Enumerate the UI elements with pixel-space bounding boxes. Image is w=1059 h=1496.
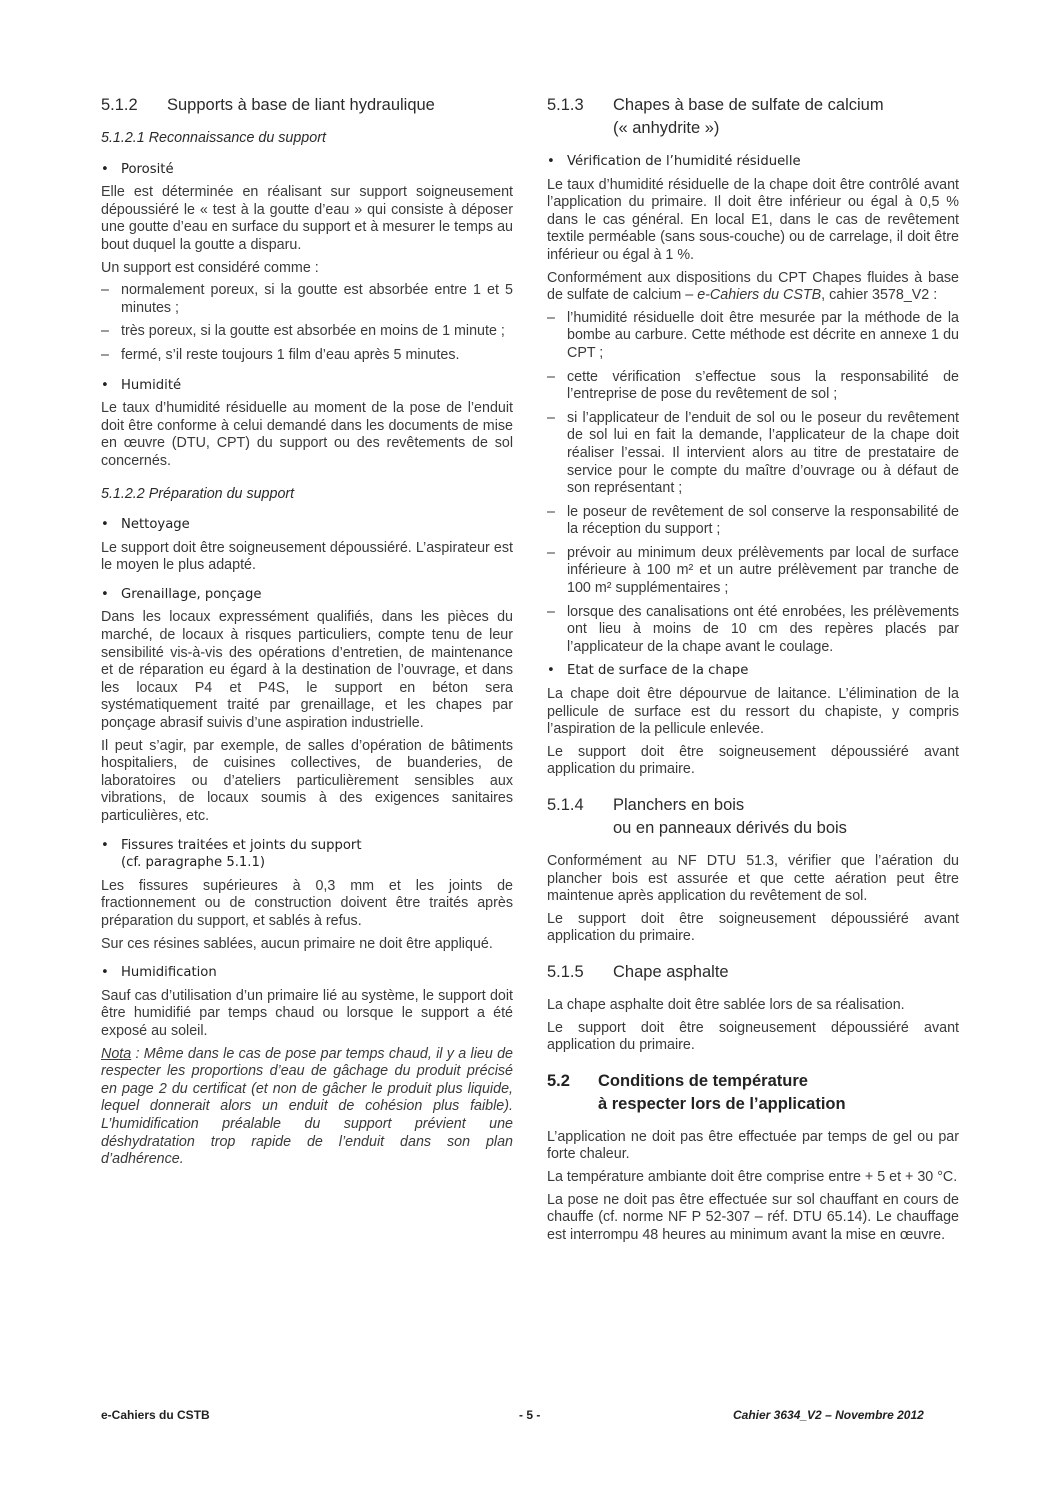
dash-icon: – <box>101 282 109 299</box>
paragraph: La chape doit être dépourvue de laitance. L’élimination de la pellicule de surface est du ressort du chapiste, y compris l’aspiration de la pellicule enlevée. <box>547 686 959 738</box>
note-paragraph: Nota : Même dans le cas de pose par temps chaud, il y a lieu de respecter les proportions d’eau de gâchage du produit précisé en page 2 du certificat (et non de gâcher le produit plus liquide, lequel donnerait alors un enduit de cohésion plus faible). L’humidification préalable du support prévient une déshydratation trop rapide de l’enduit dans son plan d’adhérence. <box>101 1045 513 1168</box>
bullet-heading-text: Humidification <box>121 965 217 981</box>
section-title: Planchers en bois ou en panneaux dérivés du bois <box>613 796 847 837</box>
subsection-heading-5-1-2-2: 5.1.2.2 Préparation du support <box>101 485 295 502</box>
section-number: 5.1.4 <box>547 796 584 814</box>
paragraph: Il peut s’agir, par exemple, de salles d’opération de bâtiments hospitaliers, de cuisines collectives, de buanderies, de laboratoires ou d’ateliers particulièrement sensibles aux vibrations, de locaux soumis à des exigences sanitaires particulières, etc. <box>101 737 513 824</box>
bullet-icon: • <box>101 837 109 853</box>
paragraph: Le support doit être soigneusement dépoussiéré avant application du primaire. <box>547 1019 959 1054</box>
paragraph: La pose ne doit pas être effectuée sur sol chauffant en cours de chauffe (cf. norme NF P 52-307 – réf. DTU 65.14). Le chauffage est interrompu 48 heures au minimum avant la mise en œuvre. <box>547 1191 959 1243</box>
bullet-icon: • <box>101 377 109 393</box>
bullet-heading-text: Nettoyage <box>121 517 190 533</box>
section-heading-5-1-3 <box>547 94 959 140</box>
paragraph: Le support doit être soigneusement dépoussiéré. L’aspirateur est le moyen le plus adapté. <box>101 539 513 574</box>
section-number: 5.2 <box>547 1071 570 1090</box>
bullet-heading-humidification <box>101 964 513 982</box>
dash-icon: – <box>547 503 555 520</box>
bullet-icon: • <box>101 965 109 981</box>
bullet-heading-grenaillage <box>101 586 513 604</box>
section-heading-5-1-2 <box>101 94 513 117</box>
bullet-heading-text: Fissures traitées et joints du support (cf. paragraphe 5.1.1) <box>121 837 362 871</box>
paragraph: Le taux d’humidité résiduelle de la chape doit être contrôlé avant l’application du primaire. Il doit être inférieur ou égal à 0,5 % dans le cas général. En local E1, dans le cas de revêtement textile perméable (sans sous-couche) ou de carrelage, il doit être inférieur ou égal à 1 %. <box>547 176 959 263</box>
bullet-heading-fissures <box>101 837 513 872</box>
dash-icon: – <box>547 409 555 426</box>
bullet-heading-porosite <box>101 161 513 179</box>
paragraph: Elle est déterminée en réalisant sur support soigneusement dépoussiéré le « test à la goutte d’eau » qui consiste à déposer une goutte d’eau en surface du support et à mesurer le temps au bout duquel la goutte a disparu. <box>101 184 513 253</box>
section-title: Chapes à base de sulfate de calcium (« anhydrite ») <box>613 96 884 137</box>
paragraph: Un support est considéré comme : <box>101 259 319 276</box>
bullet-heading-text: Grenaillage, ponçage <box>121 586 262 602</box>
dash-icon: – <box>547 309 555 326</box>
section-number: 5.1.2 <box>101 96 138 114</box>
section-heading-5-2 <box>547 1070 959 1116</box>
bullet-heading-nettoyage <box>101 516 513 534</box>
paragraph: Sur ces résines sablées, aucun primaire ne doit être appliqué. <box>101 935 493 952</box>
bullet-heading-text: Humidité <box>121 377 182 393</box>
section-title: Chape asphalte <box>613 962 729 981</box>
list-item: – très poreux, si la goutte est absorbée en moins de 1 minute ; <box>101 323 505 340</box>
section-number: 5.1.3 <box>547 96 584 114</box>
footer-publication: e-Cahiers du CSTB <box>101 1408 210 1422</box>
dash-icon: – <box>547 544 555 561</box>
paragraph: Les fissures supérieures à 0,3 mm et les joints de fractionnement ou de construction doivent être traités après préparation du support, et sablés à refus. <box>101 877 513 929</box>
paragraph: Le taux d’humidité résiduelle au moment de la pose de l’enduit doit être conforme à celui demandé dans les documents de mise en œuvre (DTU, CPT) du support ou des revêtements de sol concernés. <box>101 400 513 469</box>
right-column <box>547 94 959 1249</box>
list-item: – si l’applicateur de l’enduit de sol ou le poseur du revêtement de sol lui en fait la demande, l’applicateur de la chape doit réaliser l’essai. Il intervient alors au titre de prestataire de service pour le compte du maître d’ouvrage ou à défaut de son représentant ; <box>547 409 959 497</box>
bullet-icon: • <box>101 586 109 602</box>
bullet-icon: • <box>547 663 555 679</box>
subsection-heading-5-1-2-1: 5.1.2.1 Reconnaissance du support <box>101 130 326 146</box>
dash-icon: – <box>101 346 109 363</box>
list-item: – prévoir au minimum deux prélèvements par local de surface inférieure à 100 m² et un autre prélèvement par tranche de 100 m² supplémentaires ; <box>547 544 959 597</box>
dash-icon: – <box>547 603 555 620</box>
list-item: – l’humidité résiduelle doit être mesurée par la méthode de la bombe au carbure. Cette méthode est décrite en annexe 1 du CPT ; <box>547 309 959 361</box>
list-item: – normalement poreux, si la goutte est absorbée entre 1 et 5 minutes ; <box>101 282 513 316</box>
section-heading-5-1-4 <box>547 794 959 840</box>
dash-icon: – <box>547 368 555 385</box>
bullet-icon: • <box>547 154 555 169</box>
dash-list <box>101 282 513 364</box>
bullet-heading-text: Porosité <box>121 161 174 177</box>
footer-cahier-reference: Cahier 3634_V2 – Novembre 2012 <box>733 1408 924 1422</box>
paragraph: La température ambiante doit être comprise entre + 5 et + 30 °C. <box>547 1168 958 1185</box>
list-item: – le poseur de revêtement de sol conserve la responsabilité de la réception du support ; <box>547 503 959 538</box>
paragraph: Dans les locaux expressément qualifiés, dans les pièces du marché, de locaux à risques particuliers, compte tenu de leur sensibilité vis-à-vis des opérations d’entretien, de maintenance et de réparation eu égard à la destination de l’ouvrage, et dans les locaux P4 et P4S, le support en béton sera systématiquement traité par grenaillage, et les chapes par ponçage abrasif suivis d’une aspiration industrielle. <box>101 609 513 732</box>
section-heading-5-1-5 <box>547 961 959 984</box>
paragraph: La chape asphalte doit être sablée lors de sa réalisation. <box>547 996 905 1013</box>
list-item: – cette vérification s’effectue sous la responsabilité de l’entreprise de pose du revêtement de sol ; <box>547 368 959 403</box>
bullet-heading-humidite <box>101 377 513 395</box>
paragraph: Conformément au NF DTU 51.3, vérifier que l’aération du plancher bois est assurée et que cette aération peut être maintenue après application du revêtement de sol. <box>547 853 959 905</box>
bullet-heading-text: Etat de surface de la chape <box>567 663 749 679</box>
dash-list <box>547 310 959 657</box>
footer-page-number: - 5 - <box>519 1408 541 1422</box>
paragraph: Conformément aux dispositions du CPT Chapes fluides à base de sulfate de calcium – e-Cahiers du CSTB, cahier 3578_V2 : <box>547 269 959 304</box>
list-item: – lorsque des canalisations ont été enrobées, les prélèvements ont lieu à moins de 10 cm des repères placés par l’applicateur de la chape avant le coulage. <box>547 603 959 655</box>
paragraph: L’application ne doit pas être effectuée par temps de gel ou par forte chaleur. <box>547 1128 959 1163</box>
bullet-heading-verification <box>547 153 959 171</box>
list-item: – fermé, s’il reste toujours 1 film d’eau après 5 minutes. <box>101 346 460 363</box>
paragraph: Le support doit être soigneusement dépoussiéré avant application du primaire. <box>547 910 959 945</box>
bullet-icon: • <box>101 517 109 533</box>
bullet-icon: • <box>101 161 109 177</box>
paragraph: Sauf cas d’utilisation d’un primaire lié au système, le support doit être humidifié par temps chaud ou lorsque le support a été exposé au soleil. <box>101 987 513 1039</box>
bullet-heading-etat-surface <box>547 662 959 680</box>
note-label: Nota <box>101 1045 132 1062</box>
section-number: 5.1.5 <box>547 962 584 981</box>
left-column <box>101 94 513 1174</box>
bullet-heading-text: Vérification de l’humidité résiduelle <box>567 154 801 169</box>
paragraph: Le support doit être soigneusement dépoussiéré avant application du primaire. <box>547 743 959 778</box>
dash-icon: – <box>101 323 109 340</box>
section-title: Conditions de température à respecter lors de l’application <box>598 1071 846 1113</box>
section-title: Supports à base de liant hydraulique <box>167 96 435 114</box>
